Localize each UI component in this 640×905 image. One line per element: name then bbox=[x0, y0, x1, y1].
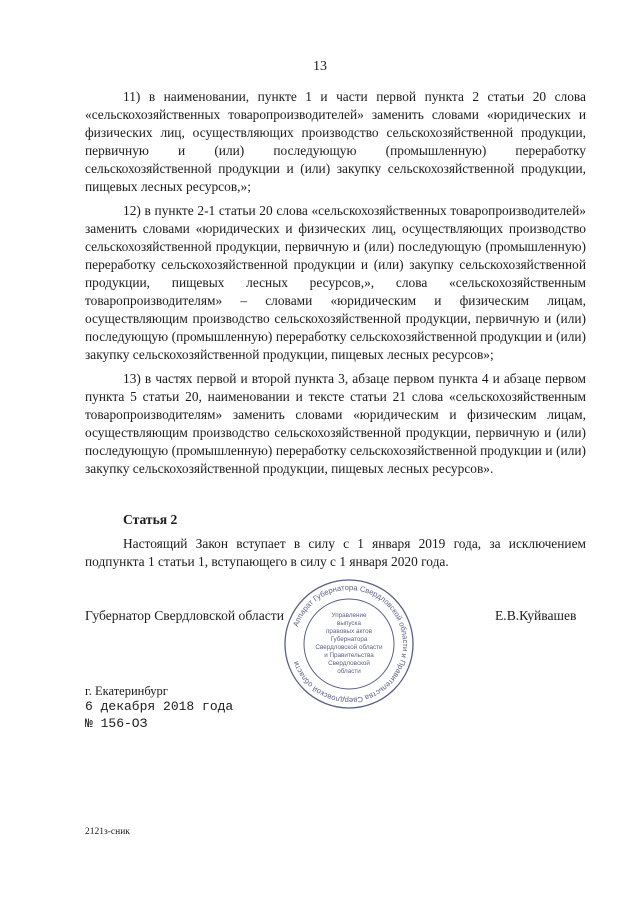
signer-title: Губернатор Свердловской области bbox=[85, 608, 284, 623]
document-code: 2121з-сник bbox=[85, 827, 130, 837]
article-2-title: Статья 2 bbox=[123, 512, 178, 527]
paragraph-11: 11) в наименовании, пункте 1 и части первой пункта 2 статьи 20 слова «сельскохозяйственных товаропроизводителей» заменить словами «юридических и физических лиц, осуществляющих производство сельскохозяйственной продукции, первичную и (или) последующую (промышленную) переработку сельскохозяйственной продукции и (или) закупку сельскохозяйственной продукции, пищевых лесных ресурсов,»; bbox=[85, 89, 586, 194]
signer-name: Е.В.Куйвашев bbox=[495, 608, 577, 623]
paragraph-12: 12) в пункте 2-1 статьи 20 слова «сельскохозяйственных товаропроизводителей» заменить словами «юридических и физических лиц, осуществляющих производство сельскохозяйственной продукции, первичную и (или) последующую (промышленную) переработку сельскохозяйственной продукции и (или) закупку сельскохозяйственной продукции, пищевых лесных ресурсов,», слова «сельскохозяйственным товаропроизводителям» – словами «юридическим и физическим лицам, осуществляющим производство сельскохозяйственной продукции, первичную и (или) последующую (промышленную) переработку сельскохозяйственной продукции и (или) закупку сельскохозяйственной продукции, пищевых лесных ресурсов»; bbox=[85, 203, 586, 362]
paragraph-13: 13) в частях первой и второй пункта 3, абзаце первом пункта 4 и абзаце первом пункта 5 статьи 20, наименовании и тексте статьи 21 слова «сельскохозяйственным товаропроизводителям» заменить словами «юридическим и физическим лицам, осуществляющим производство сельскохозяйственной продукции, первичную и (или) последующую (промышленную) переработку сельскохозяйственной продукции и (или) закупку сельскохозяйственной продукции, пищевых лесных ресурсов». bbox=[85, 371, 586, 476]
amendments-list bbox=[85, 88, 586, 484]
stamp-center-line: области bbox=[337, 668, 361, 675]
stamp-center-text bbox=[315, 612, 383, 675]
stamp-center-line: и Правительства bbox=[324, 652, 374, 659]
stamp-center-line: правовых актов bbox=[326, 628, 372, 635]
stamp-center-line: Губернатора bbox=[330, 636, 368, 643]
page-number: 13 bbox=[313, 59, 327, 74]
stamp-ring-text: Аппарат Губернатора Свердловской области и Правительства Свердловской области bbox=[291, 582, 411, 706]
article-2-text: Настоящий Закон вступает в силу с 1 января 2019 года, за исключением подпункта 1 статьи 1, вступающего в силу с 1 января 2020 года. bbox=[85, 536, 586, 569]
official-stamp bbox=[283, 578, 415, 710]
stamp-center-line: Управление bbox=[331, 612, 367, 619]
stamp-center-line: выпуска bbox=[337, 620, 361, 627]
footer-date: 6 декабря 2018 года bbox=[85, 699, 234, 714]
law-number: № 156-ОЗ bbox=[85, 716, 148, 731]
footer-city: г. Екатеринбург bbox=[85, 684, 168, 698]
stamp-center-line: Свердловской области bbox=[315, 644, 383, 651]
stamp-center-line: Свердловской bbox=[328, 660, 370, 667]
